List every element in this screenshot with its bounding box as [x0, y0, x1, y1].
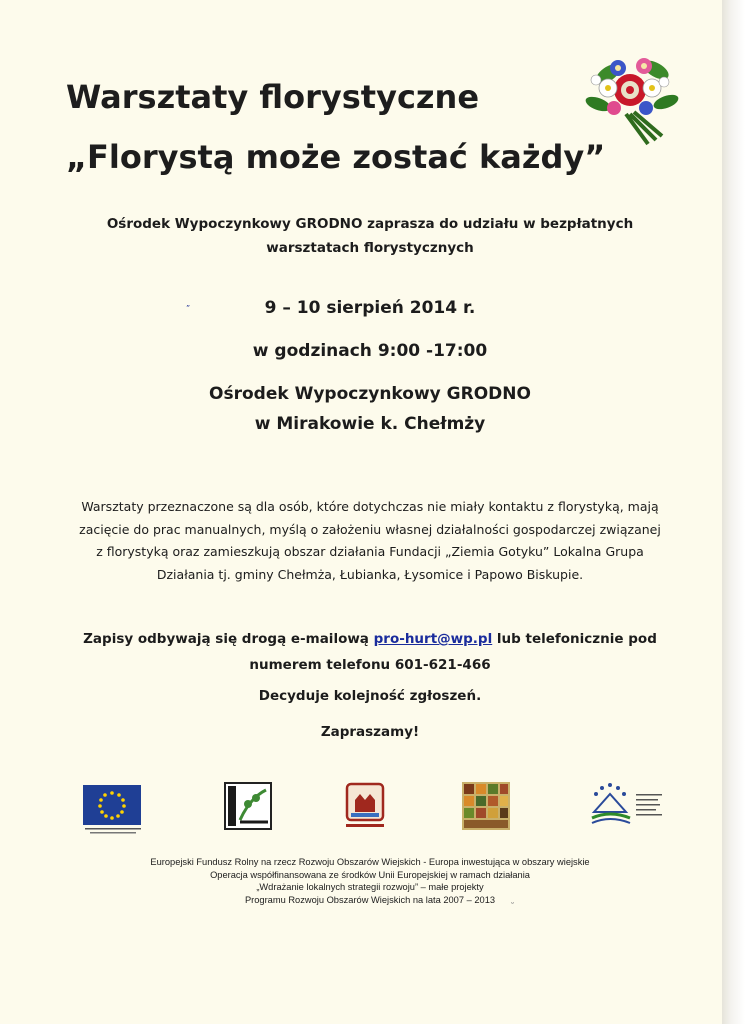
poster-subtitle: „Florystą może zostać każdy” [66, 138, 606, 176]
signup-line [40, 626, 700, 652]
signup-email-link[interactable]: pro-hurt@wp.pl [373, 631, 493, 647]
signup-text-after: lub telefonicznie pod [492, 631, 657, 647]
pen-mark: ˘ [510, 902, 515, 913]
footer-line: „Wdrażanie lokalnych strategii rozwoju” – małe projekty [256, 882, 484, 892]
ink-mark: ” [186, 304, 191, 313]
intro-line: warsztatach florystycznych [266, 240, 474, 256]
prow-logo [588, 782, 672, 828]
intro-text [40, 212, 700, 260]
event-date: 9 – 10 sierpień 2014 r. [264, 298, 476, 318]
description-paragraph [40, 496, 700, 586]
footer-line: Europejski Fundusz Rolny na rzecz Rozwoju Obszarów Wiejskich - Europa inwestująca w obszary wiejskie [150, 857, 590, 867]
description-line: Warsztaty przeznaczone są dla osób, które dotychczas nie miały kontaktu z florystyką, mają [81, 499, 659, 514]
invitation: Zapraszamy! [320, 724, 420, 740]
event-venue: Ośrodek Wypoczynkowy GRODNO [209, 384, 531, 404]
event-location: w Mirakowie k. Chełmży [254, 414, 486, 434]
ziemia-gotyku-logo [342, 782, 388, 834]
paper-edge [722, 0, 745, 1024]
intro-line: Ośrodek Wypoczynkowy GRODNO zaprasza do udziału w bezpłatnych [106, 216, 634, 232]
footer-line: Operacja współfinansowana ze środków Unii Europejskiej w ramach działania [210, 869, 530, 880]
event-hours: w godzinach 9:00 -17:00 [252, 341, 488, 361]
footer-line: Programu Rozwoju Obszarów Wiejskich na lata 2007 – 2013 [244, 894, 496, 905]
signup-text: Zapisy odbywają się drogą e-mailową [83, 631, 374, 647]
order-note: Decyduje kolejność zgłoszeń. [258, 688, 482, 704]
description-line: Działania tj. gminy Chełmża, Łubianka, Łysomice i Papowo Biskupie. [156, 566, 584, 582]
flower-bouquet-icon [578, 44, 682, 148]
signup-info [40, 626, 700, 678]
footer-credits [40, 856, 700, 906]
eu-flag-logo [82, 784, 144, 836]
leader-logo [224, 782, 272, 830]
signup-phone-line: numerem telefonu 601-621-466 [249, 657, 491, 673]
description-line: z florystyką oraz zamieszkują obszar działania Fundacji „Ziemia Gotyku” Lokalna Grupa [96, 544, 644, 559]
description-line: zacięcie do prac manualnych, myślą o założeniu własnej działalności gospodarczej związanej [79, 521, 661, 537]
poster-title: Warsztaty florystyczne [66, 78, 480, 116]
lgd-mosaic-logo [462, 782, 510, 830]
